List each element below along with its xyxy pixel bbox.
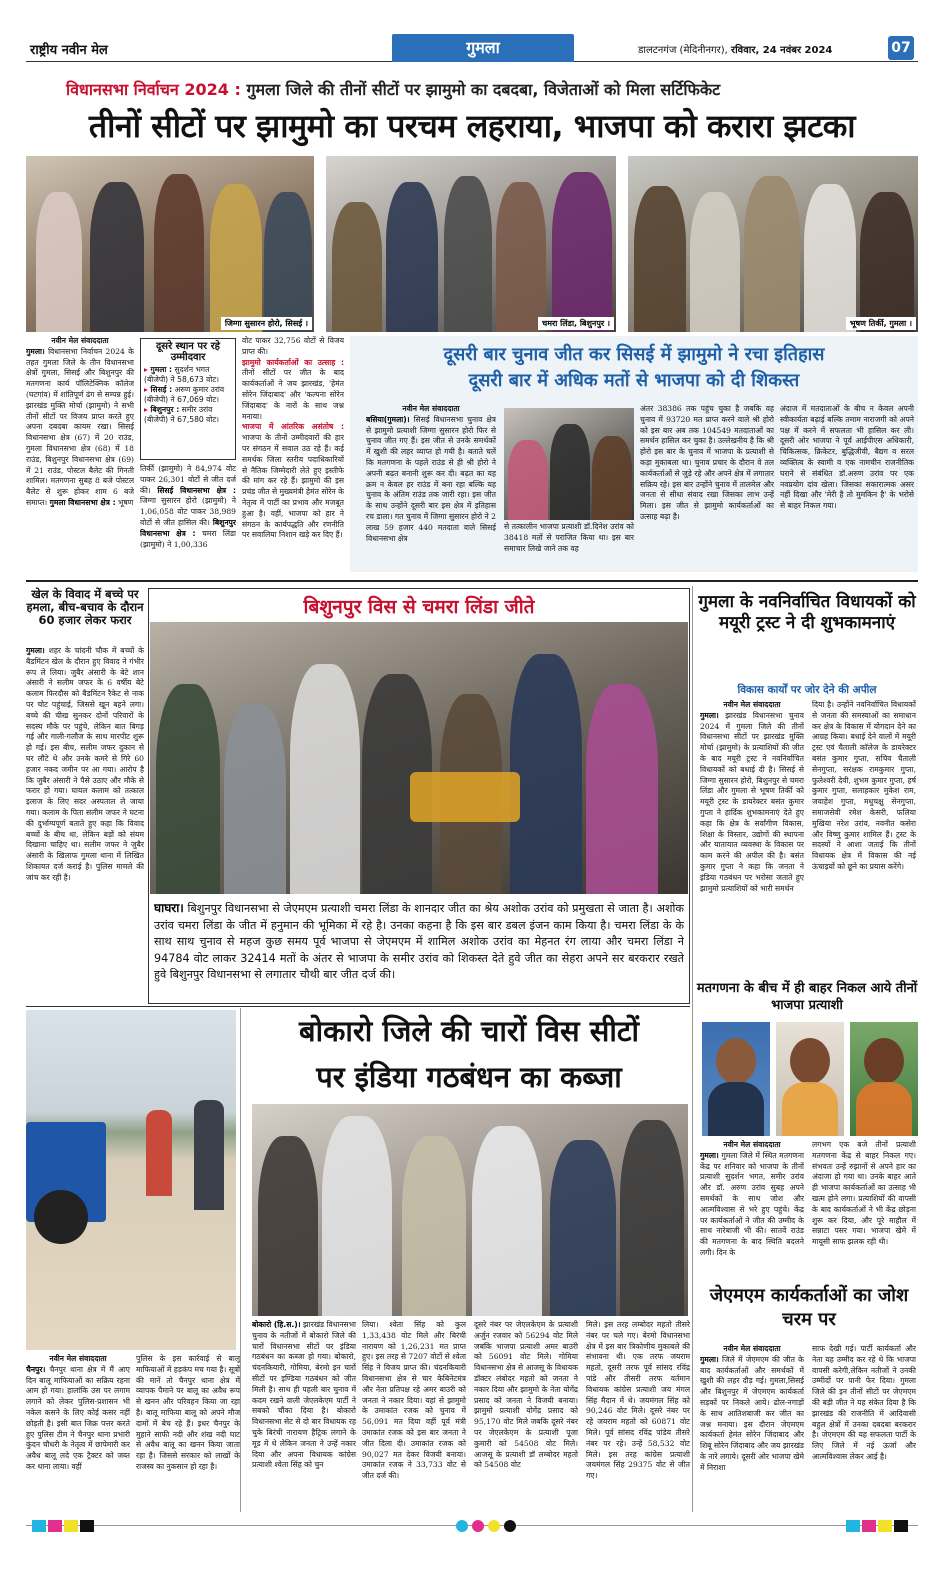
box-title: दूसरे स्थान पर रहे उम्मीदवार xyxy=(156,341,220,363)
banner-text: गुमला जिले की तीनों सीटों पर झामुमो का दबदबा, विजेताओं को मिला सर्टिफिकेट xyxy=(246,80,721,99)
kids-headline: खेल के विवाद में बच्चे पर हमला, बीच-बचाव के दौरान 60 हजार लेकर फरार xyxy=(26,587,144,627)
jmm-col1: नवीन मेल संवाददाता गुमला। जिले में जेएमएम की जीत के बाद कार्यकर्ताओं और समर्थकों में खुशी की लहर दौड़ गई। गुमला,सिसई और बिशुनपुर में जेएमएम कार्यकर्ता सड़कों पर निकले आये। ढोल-नगाड़ों के साथ आतिशबाजी कर जीत का जश्न मनाया। इस दौरान जेएमएम कार्यकर्ता हेमंत सोरेन जिंदाबाद और शिबू सोरेन जिंदाबाद और जय झारखंड के नारे लगाये। दूसरी ओर भाजपा खेमे में निराशा xyxy=(700,1344,804,1472)
sisai-col4: अंदाज में मतदाताओं के बीच न केवल अपनी स्वीकार्यता बढ़ाई बल्कि तमाम नाराजगी को अपने पक्ष में करने में सफलता भी हासिल कर ली। दूसरी ओर भाजपा ने पूर्व आईपीएस अधिकारी, चिकित्सक, क्रिकेटर, बुद्धिजीवी, बैद्यग व सरल व्यक्तित्व के स्वामी व एक नामचीन राजनीतिक घराने से संबंधित डॉ.अरुण उरांव पर एक नवप्रयोग दांव खेला। जिसका सकारात्मक असर नहीं दिखा और 'मेरी है तो मुमकिन है' के भरोसे से बाहर निकल गया। xyxy=(780,404,914,511)
banner-kicker: विधानसभा निर्वाचन 2024 : xyxy=(66,80,241,99)
photo-caption: जिग्गा सुसारन होरो, सिसई । xyxy=(221,317,312,330)
bokaro-col2: लिया। श्वेता सिंह को कुल 1,33,438 वोट मिले और बिरंची नारायण को 1,26,231 मत प्राप्त हुए। इस तरह से 7207 वोटों से श्वेता सिंह ने विजय प्राप्त की। चंदनकियारी विधानसभा क्षेत्र से चार केबिनेटमंत्र और नेता प्रतिपक्ष रहे अमर बाउरी को जनता ने नकार दिया। यहां से झामुमो के उमाकांत रजक को चुनाव में 56,091 मत दिया वहीं पूर्व मंत्री उमाकांत रजक को इस बार जनता ने जीत दिला दी। उमाकांत रजक को 90,027 मत देकर विजयी बनाया। उमाकांत रजक ने 33,733 वोट से जीत दर्ज की। xyxy=(362,1320,466,1481)
jmm-col2: साफ देखी गई। पार्टी कार्यकर्ता और नेता यह उम्मीद कर रहे थे कि भाजपा वापसी करेगी,लेकिन नतीजों ने उनकी उम्मीदों पर पानी फेर दिया। गुमला जिले की इन तीनों सीटों पर जेएमएम की बड़ी जीत ने यह संकेत दिया है कि झारखंड की राजनीति में आदिवासी बहुल क्षेत्रों में उनका दबदबा बरकरार है। जेएमएम की यह सफलता पार्टी के लिए जिले में नई ऊर्जा और आत्मविश्वास लेकर आई है। xyxy=(812,1344,916,1461)
runner-item: ▸ बिशुनपुर : समीर उरांव (बीजेपी) ने 67,580 वोट। xyxy=(144,405,220,424)
lead-story-col2: वोट पाकर 32,756 वोटों से विजय प्राप्त की। झामुमो कार्यकर्ताओं का उत्साह : तीनों सीटों पर जीत के बाद कार्यकर्ताओं ने जय झारखंड, 'हेमंत सोरेन जिंदाबाद' और 'कल्पना सोरेन जिंदाबाद' के नारों के साथ जश्न मनाया। भाजपा में आंतरिक असंतोष : भाजपा के तीनों उम्मीदवारों की हार पर संगठन में सवाल उठ रहे हैं। कई समर्थक जिला स्तरीय पदाधिकारियों से नैतिक जिम्मेदारी लेते हुए इस्तीफे की मांग कर रहे हैं। झामुमो की इस प्रचंड जीत से मुख्यमंत्री हेमंत सोरेन के नेतृत्व में पार्टी का प्रभाव और मजबूत हुआ है। वहीं, भाजपा को हार ने संगठन के कार्यपद्धति और रणनीति पर सवालिया निशान खड़े कर दिए हैं। xyxy=(242,336,344,540)
bokaro-col3: दूसरे नंबर पर जेएलकेएम के प्रत्याशी अर्जुन रजवार को 56294 वोट मिले जबकि भाजपा प्रत्याशी अमर बाउरी को 56091 वोट मिले। गोमिया विधानसभा क्षेत्र से आजसू के विधायक डॉक्टर लंबोदर महतो को जनता ने नकार दिया और झामुमो के नेता योगेंद्र प्रसाद को जनता ने विजयी बनाया। झामुमो प्रत्याशी योगेंद्र प्रसाद को 95,170 वोट मिले जबकि दूसरे नंबर पर जेएलकेएम के प्रत्याशी पूजा कुमारी को 54508 वोट मिले। आजसू के प्रत्याशी डॉ लम्बोदर महतो को 54508 वोट xyxy=(474,1320,578,1470)
photo-candidate-3 xyxy=(850,1022,918,1136)
runners-up-box xyxy=(140,338,236,460)
sisai-headline-1: दूसरी बार चुनाव जीत कर सिसई में झामुमो ने रचा इतिहास xyxy=(443,344,825,365)
trust-headline: गुमला के नवनिर्वाचित विधायकों को मयूरी ट्रस्ट ने दी शुभकामनाएं xyxy=(698,592,916,633)
photo-caption: चमरा लिंडा, बिशुनपुर । xyxy=(538,317,614,330)
runner-item: ▸ सिसई : अरुण कुमार उरांव (बीजेपी) ने 67,069 वोट। xyxy=(144,385,225,404)
lead-story-mid: तिर्की (झामुमो) ने 84,974 वोट पाकर 26,301 वोटों से जीत दर्ज की। सिसई विधानसभा क्षेत्र : जिग्गा सुसारन होरो (झामुमो) ने 1,06,058 वोट पाकर 38,989 वोटों से जीत हासिल की। बिशुनपुर विधानसभा क्षेत्र : चमरा लिंडा (झामुमो) ने 1,00,336 xyxy=(140,464,236,549)
dateline xyxy=(638,42,832,56)
photo-sisai-celebration xyxy=(504,408,634,520)
photo-candidate-1 xyxy=(702,1022,770,1136)
sisai-headline-2: दूसरी बार में अधिक मतों से भाजपा को दी शिकस्त xyxy=(468,370,800,391)
jmm-headline: जेएमएम कार्यकर्ताओं का जोश चरम पर xyxy=(709,1285,909,1330)
photo-candidate-2 xyxy=(776,1022,844,1136)
bokaro-col1: बोकारो (हि.स.)। झारखंड विधानसभा चुनाव के नतीजों में बोकारो जिले की चारों विधानसभा सीटों पर इंडिया गठबंधन का कब्जा हो गया। बोकारो, चंदनकियारी, गोमिया, बेरमो इन चारों सीटों पर इण्डिया गठबंधन को जीत मिली है। साथ ही पहली बार चुनाव में कदम रखने वाली जेएलकेएम पार्टी ने सबको चौंका दिया है। बोकारो विधानसभा सेट से दो बार विधायक रह चुके बिरंची नारायण हैट्रिक लगाने के मूड में थे लेकिन जनता ने उन्हें नकार दिया और अपना विधायक कांग्रेस प्रत्याशी श्वेता सिंह को चुन xyxy=(252,1320,356,1470)
trust-col2: दिया है। उन्होंने नवनिर्वाचित विधायकों से जनता की समस्याओं का समाधान कर क्षेत्र के विकास में योगदान देने का आग्रह किया। बधाई देने वालों में मयूरी ट्रस्ट एवं चैताली कॉलेज के डायरेक्टर बसंत कुमार गुप्ता, सचिव चैताली सेनगुप्ता, सरंक्षक रामकुमार गुप्ता, फुलेश्वरी देवी, शुभम कुमार गुप्ता, हर्ष कुमार गुप्ता, सलाहकार मुकेश राम, जवाहेश गुप्ता, मधुचक्षु सेनगुप्ता, समाजसेवी रमेश केसरी, फलिया मुखिया नरेश उरांव, नवनीत कसेरा और विष्णु कुमार शामिल हैं। ट्रस्ट के सदस्यों ने आशा जताई कि तीनों विधायक क्षेत्र में विकास की नई ऊंचाइयों को छूने का प्रयास करेंगे। xyxy=(812,700,916,871)
main-headline: तीनों सीटों पर झामुमो का परचम लहराया, भाजपा को करारा झटका xyxy=(88,107,856,145)
bishunpur-headline: बिशुनपुर विस से चमरा लिंडा जीते xyxy=(303,596,535,618)
bokaro-col4: मिले। इस तरह लम्बोदर महतो तीसरे नंबर पर चले गए। बेरमो विधानसभा क्षेत्र में इस बार त्रिकोणीय मुकाबले की संभावना थी। एक तरफ जयराम महतो, दूसरी तरफ पूर्व सांसद रविंद्र पांडे और तीसरी तरफ वर्तमान विधायक कांग्रेस प्रत्याशी जय मंगल सिंह मैदान में थे। जयमंगल सिंह को 90,246 वोट मिले। दूसरे नंबर पर रहे जयराम महतो को 60871 वोट मिले। पूर्व सांसद रविंद्र पांडेय तीसरे नंबर पर रहे। उन्हें 58,532 वोट मिले। इस तरह कांग्रेस प्रत्याशी जयमंगल सिंह 29375 वोट से जीत गए। xyxy=(586,1320,690,1481)
sisai-col1: नवीन मेल संवाददाता बसिया(गुमला)। सिसई विधानसभा चुनाव क्षेत्र से झामुमो प्रत्याशी जिग्गा सुसारन होरो फिर से चुनाव जीत गए हैं। इस जीत से उनके समर्थकों में खुशी की लहर व्याप्त हो गयी है। बताते चलें कि मतगणना के पहले राउंड से ही श्री होरो ने अपनी बढ़त बनानी शुरू कर दी। बढ़त का यह क्रम न केवल हर राउंड में बना रहा बल्कि यह चुनाव के अंतिम राउंड तक जारी रहा। इस जीत के साथ उन्होंने दूसरी बार इस क्षेत्र में इतिहास रच डाला। गत चुनाव में जिग्गा सुसारन होरो ने 2 लाख 59 हजार 440 मतदाता वाले सिसई विधानसभा क्षेत्र xyxy=(366,404,496,543)
section-label: गुमला xyxy=(466,38,500,57)
banner xyxy=(66,78,886,100)
bokaro-headline-2: पर इंडिया गठबंधन का कब्जा xyxy=(316,1060,622,1094)
photo-caption: भूषण तिर्की, गुमला । xyxy=(846,317,916,330)
lead-story-col1 xyxy=(26,336,134,572)
photo-sisai xyxy=(26,156,314,332)
counting-headline: मतगणना के बीच में ही बाहर निकल आये तीनों भाजपा प्रत्याशी xyxy=(696,981,918,1013)
photo-bishunpur xyxy=(326,156,616,332)
lead-story-text: विधानसभा निर्वाचन 2024 के तहत गुमला जिले के तीन विधानसभा क्षेत्रों गुमला, सिसई और बिशुनपुर की मतगणना कार्य पॉलिटेक्निक कॉलेज (घटगांव) में शांतिपूर्ण ढंग से सम्पन्न हुई। झारखंड मुक्ति मोर्चा (झामुमो) ने सभी तीनों सीटों पर विजय प्राप्त करते हुए अपना दबदबा कायम रखा। सिसई विधानसभा क्षेत्र (67) में 20 राउंड, गुमला विधानसभा क्षेत्र (68) में 18 राउंड, बिशुनपुर विधानसभा क्षेत्र (69) में 21 राउंड, पोस्टल बैलेट की गिनती शामिल। मतगणना सुबह 8 बजे पोस्टल बैलेट से शुरू होकर शाम 6 बजे समाप्त। xyxy=(26,346,134,507)
kids-body: गुमला। शहर के चांदनी चौक में बच्चों के बैडमिंटन खेल के दौरान हुए विवाद ने गंभीर रूप ले लिया। जुबैर अंसारी के बेटे शान अंसारी ने सलीम जफर के 6 वर्षीय बेटे कलाम फिरदौस को बैडमिंटन रैकेट से नाक पर चोट पहुंचाई, जिससे खून बहने लगा। बच्चे की चीख सुनकर दोनों परिवारों के सदस्य मौके पर पहुंचे, लेकिन बात बिगड़ गई और गाली-गलौज के साथ मारपीट शुरू हो गई। इस बीच, सलीम जफर दुकान से घर लौटे थे और उनके कमरे से गिरे 60 हजार नकद जमीन पर आ गया। आरोप है कि जुबैर अंसारी ने पैसे उठाए और मौके से फरार हो गया। घायल कलाम को तत्काल इलाज के लिए सदर अस्पताल ले जाया गया। कलाम के पिता सलीम जफर ने घटना की दुर्भाग्यपूर्ण बताते हुए कहा कि विवाद बच्चों के बीच था, लेकिन बड़ों को संयम दिखाना चाहिए था। सलीम जफर ने जुबैर अंसारी के खिलाफ गुमला थाना में लिखित शिकायत दर्ज कराई है। पुलिस मामले की जांच कर रही है। xyxy=(26,646,144,882)
trust-subhead: विकास कार्यों पर जोर देने की अपील xyxy=(737,684,877,696)
bishunpur-body: घाघरा। बिशुनपुर विधानसभा से जेएमएम प्रत्याशी चमरा लिंडा के शानदार जीत का श्रेय अशोक उरांव को प्रमुखता से जाता है। अशोक उरांव चमरा लिंडा के जीत में हनुमान की भूमिका में रहे है। उनका कहना है कि इस बार डबल इंजन काम किया है। चमरा लिंडा के के साथ साथ चुनाव से महज कुछ समय पूर्व भाजपा से जेएमएम में शामिल अशोक उरांव का मेहनत रंग लाया और चमरा लिंडा ने 94784 वोट लाकर 32414 मतों के अंतर से भाजपा के समीर उरांव को शिकस्त देते हुवे जीत का सेहरा अपने सर बरकरार रखते हुवे बिशुनपुर विधानसभा से लगातार चौथी बार जीत दर्ज की। xyxy=(154,901,684,981)
subhead: गुमला विधानसभा क्षेत्र : xyxy=(49,497,116,507)
page-number: 07 xyxy=(888,36,914,60)
byline: नवीन मेल संवाददाता xyxy=(51,336,109,345)
photo-gumla xyxy=(628,156,918,332)
counting-col1: नवीन मेल संवाददाता गुमला। गुमला जिले में स्थित मतगणना केंद्र पर शनिवार को भाजपा के तीनों प्रत्याशी सुदर्शन भगत, समीर उरांव और डॉ. अरुण उरांव सुबह अपने समर्थकों के साथ जोश और आत्मविश्वास से भरे हुए पहुंचे। केंद्र पर कार्यकर्ताओं ने जीत की उम्मीद के साथ नारेबाजी भी की। सातवें राउंड की मतगणना के बाद स्थिति बदलने लगी। दिन के xyxy=(700,1140,804,1257)
counting-col2: लगभग एक बजे तीनों प्रत्याशी मतगणना केंद्र से बाहर निकल गए। संभवतः उन्हें रुझानों से अपने हार का अंदाजा हो गया था। उनके बाहर आते ही भाजपा कार्यकर्ताओं का उत्साह भी खत्म होने लगा। प्रत्याशियों की वापसी के बाद कार्यकर्ताओं ने भी केंद्र छोड़ना शुरू कर दिया, और पूरे माहौल में सन्नाटा पसर गया। भाजपा खेमे में मायूसी साफ झलक रही थी। xyxy=(812,1140,916,1247)
paper-name: राष्ट्रीय नवीन मेल xyxy=(30,43,108,58)
footer-bar xyxy=(26,1520,918,1532)
sand-col2: पुलिस के इस कार्रवाई से बालू माफियाओं में हड़कंप मच गया है। सूत्रों की मानें तो चैनपुर थाना क्षेत्र में व्यापक पैमाने पर बालू का अवैध रूप से खनन और परिवहन किया जा रहा है। बालू माफिया बालू को अपने मौज दामों में बेच रहे हैं। इधर चैनपुर के मुहाने साफी नदी और शंख नदी घाट से अवैध बालू का खनन किया जाता रहा है। जिससे सरकार को लाखों के राजस्व का नुकसान हो रहा है। xyxy=(136,1354,240,1471)
trust-col1: नवीन मेल संवाददाता गुमला। झारखंड विधानसभा चुनाव 2024 में गुमला जिले की तीनों विधानसभा सीटों पर झारखंड मुक्ति मोर्चा (झामुमो) के प्रत्याशियों की जीत के बाद मयूरी ट्रस्ट ने नवनिर्वाचित विधायकों को बधाई दी है। सिसई से जिग्गा सुसारन होरो, बिशुनपुर से चमरा लिंडा और गुमला से भूषण तिर्की को मयूरी ट्रस्ट के डायरेक्टर बसंत कुमार गुप्ता ने हार्दिक शुभकामनाएं देते हुए कहा कि क्षेत्र के सर्वांगीण विकास, शिक्षा के विस्तार, उद्योगों की स्थापना और यातायात व्यवस्था के विकास पर काम करने की अपील की है। बसंत कुमार गुप्ता ने कहा कि जनता ने इंडिया गठबंधन पर भरोसा जताते हुए झामुमो प्रत्याशियों को भारी समर्थन xyxy=(700,700,804,893)
dateline-place: गुमला। xyxy=(26,346,45,356)
photo-bishunpur-celebration xyxy=(150,622,688,894)
masthead xyxy=(26,34,918,62)
photo-bokaro xyxy=(252,1104,688,1316)
date-label: रविवार, 24 नवंबर 2024 xyxy=(731,45,833,56)
bokaro-headline-1: बोकारो जिले की चारों विस सीटों xyxy=(299,1014,639,1048)
photo-tractor xyxy=(26,1010,236,1350)
runner-item: ▸ गुमला : सुदर्शन भगत (बीजेपी) ने 58,673 वोट। xyxy=(144,365,220,384)
section-tab xyxy=(392,34,574,62)
place-label: डालटनगंज (मेदिनीनगर), xyxy=(638,45,728,56)
sisai-photo-text: से तत्कालीन भाजपा प्रत्याशी डॉ.दिनेश उरांव को 38418 मतों से पराजित किया था। इस बार समाचार लिखे जाने तक वह xyxy=(504,522,634,553)
sand-col1: नवीन मेल संवाददाता चैनपुर। चैनपुर थाना क्षेत्र में मैं आए दिन बालू माफियाओं का सक्रिय रहना आम हो गया। हालांकि उस पर लगाम लगाने को लेकर पुलिस-प्रशासन भी नकेल कसने के लिए कोई कसर नहीं छोड़ती है। इसी बात जिक्र पत्तर करते हुए पुलिस टीम ने चैनपुर थाना प्रभारी कुंदन चौधरी के नेतृत्व में छापेमारी कर अवैध बालू लदे एक ट्रैक्टर को जब्त कर थाना लाया। वहीं xyxy=(26,1354,130,1471)
lead-story-text: भूषण xyxy=(118,497,134,507)
sisai-col3: अंतर 38386 तक पहुंच चुका है जबकि वह चुनाव में 93720 मत प्राप्त करने वाले श्री होरो को इस बार अब तक 104549 मतदाताओं का समर्थन हासिल कर चुका है। उल्लेखनीय है कि श्री होरो इस बार के चुनाव में भाजपा के प्रत्याशी से कड़ा मुकाबला था। चुनाव प्रचार के दौरान वे तल कार्यकर्ताओं से जुड़े रहे और अपने क्षेत्र में लगातार सक्रिय रहे। इस बार उन्होंने चुनाव में तालमेल और जनता से सीधा संवाद रखा जिसका लाभ उन्हें मिला। इस जीत से झामुमो कार्यकर्ताओं का उत्साह बढ़ा है। xyxy=(640,404,774,521)
